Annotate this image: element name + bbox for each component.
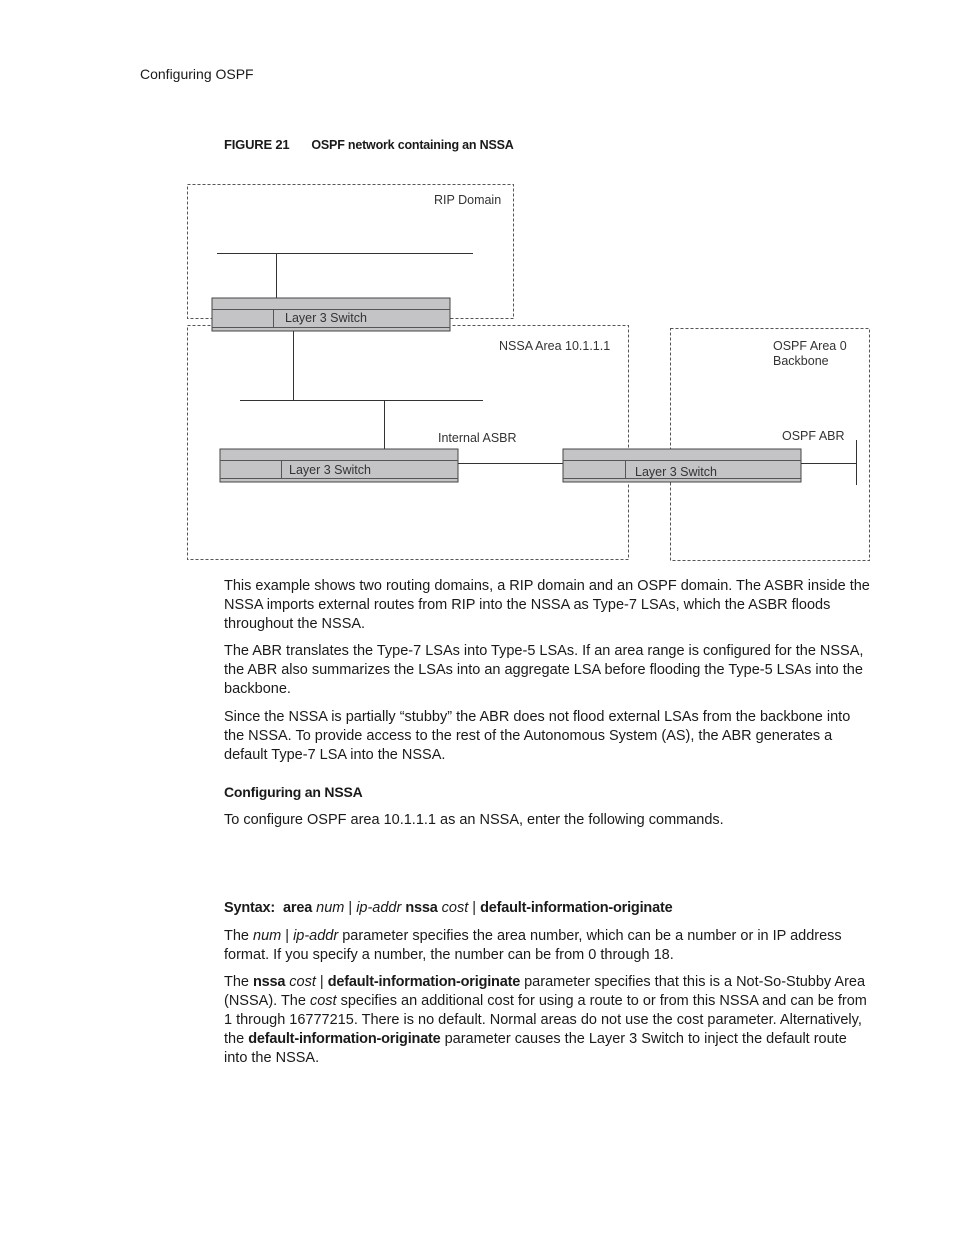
syntax-line — [224, 900, 672, 916]
syntax-kw-nssa: nssa — [405, 900, 438, 916]
rip-domain-label: RIP Domain — [434, 193, 502, 207]
syntax-arg-ipaddr: ip-addr — [356, 900, 402, 916]
param-num-description: The num | ip-addr parameter specifies the area number, which can be a number or in IP address format. If you specify a number, the number can be from 0 through 18. — [224, 928, 842, 963]
ospf-area0-label: OSPF Area 0 — [773, 339, 847, 353]
param-nssa-description: The nssa cost | default-information-originate parameter specifies that this is a Not-So-Stubby Area (NSSA). The cost specifies an additional cost for using a route to or from this NSSA and can be from 1 through 16777215. There is no default. Normal areas do not use the cost parameter. Alternatively, the default-information-originate parameter causes the Layer 3 Switch to inject the default route into the NSSA. — [224, 974, 867, 1066]
running-header: Configuring OSPF — [140, 66, 254, 82]
ospf-abr-label: OSPF ABR — [782, 429, 845, 443]
syntax-sep: | — [348, 900, 353, 916]
switch-internal-label: Layer 3 Switch — [289, 463, 371, 477]
nssa-network-diagram — [0, 0, 954, 580]
backbone-label: Backbone — [773, 354, 829, 368]
nssa-area-label: NSSA Area 10.1.1.1 — [499, 339, 611, 353]
section-intro: To configure OSPF area 10.1.1.1 as an NSSA, enter the following commands. — [224, 812, 724, 828]
backbone-area-box — [671, 329, 870, 561]
syntax-label: Syntax: — [224, 900, 275, 916]
nssa-area-box — [188, 326, 629, 560]
syntax-arg-num: num — [316, 900, 345, 916]
internal-asbr-label: Internal ASBR — [438, 431, 517, 445]
figure-number: FIGURE 21 — [224, 137, 290, 152]
figure-title: OSPF network containing an NSSA — [311, 138, 514, 152]
syntax-kw-area: area — [283, 900, 313, 916]
syntax-kw-default: default-information-originate — [480, 900, 673, 916]
switch-abr-label: Layer 3 Switch — [635, 465, 717, 479]
paragraph-abr-translate: The ABR translates the Type-7 LSAs into Type-5 LSAs. If an area range is configured for the NSSA, the ABR also summarizes the LSAs into an aggregate LSA before flooding the Type-5 LSAs into the backbone. — [224, 643, 864, 697]
paragraph-stubby: Since the NSSA is partially “stubby” the ABR does not flood external LSAs from the backbone into the NSSA. To provide access to the rest of the Autonomous System (AS), the ABR generates a default Type-7 LSA into the NSSA. — [224, 709, 851, 763]
syntax-arg-cost: cost — [441, 900, 469, 916]
section-heading: Configuring an NSSA — [224, 784, 363, 800]
paragraph-intro: This example shows two routing domains, a RIP domain and an OSPF domain. The ASBR inside the NSSA imports external routes from RIP into the NSSA as Type-7 LSAs, which the ASBR floods throughout the NSSA. — [224, 578, 870, 632]
syntax-sep: | — [472, 900, 477, 916]
switch-top-label: Layer 3 Switch — [285, 311, 367, 325]
